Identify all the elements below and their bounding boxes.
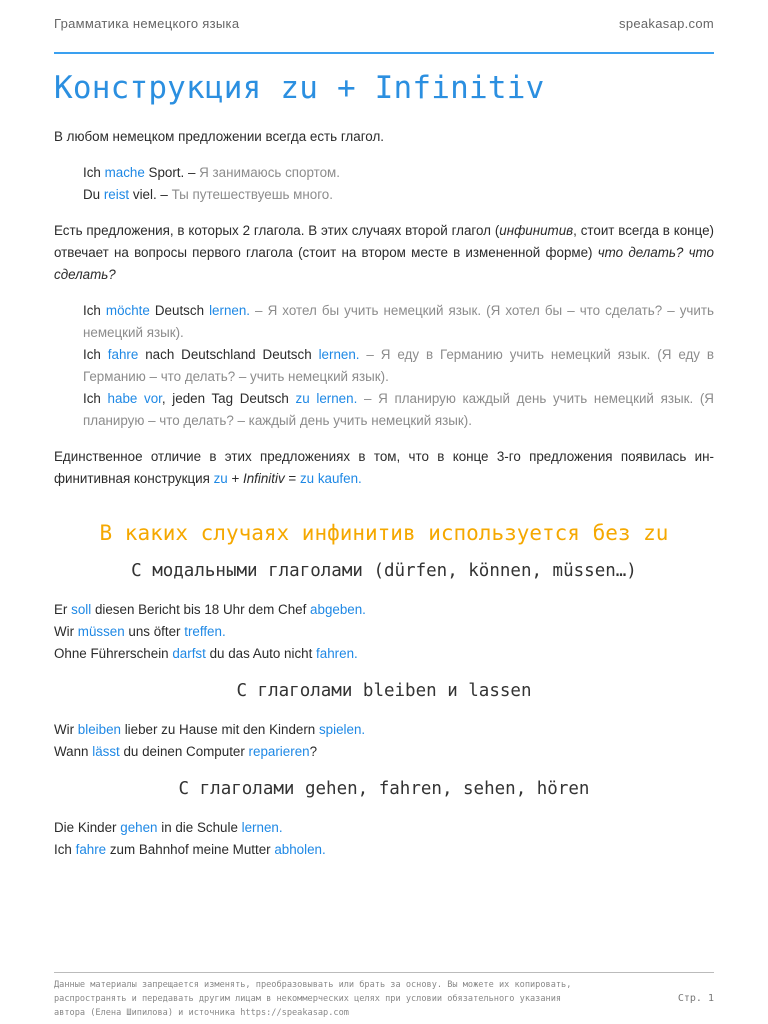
verb-highlight: treffen. [184,624,226,639]
translation: Я еду в Германию учить немецкий язык. (Я еду в Германию – что делать? – учить немецкий язык). [83,347,715,384]
page-footer [54,972,714,1020]
verb-highlight: lässt [92,744,120,759]
verb-highlight: fahre [107,347,139,362]
translation: Я хотел бы учить немецкий язык. (Я хотел бы – что сделать? – учить немецкий язык). [83,303,714,340]
example-sentence [54,599,714,621]
subsection-motion-perception [54,779,714,861]
translation: Я занимаюсь спортом. [199,165,340,180]
translation: Ты путешествуешь много. [171,187,333,202]
example-list [54,817,714,861]
sentence-fragment: du das Auto nicht [205,646,317,661]
infinitive-highlight: lernen. [318,347,360,362]
example-sentence [54,741,714,763]
section-title: В каких случаях инфинитив используется без zu [99,521,669,545]
verb-highlight: spielen. [318,722,366,737]
explanation-paragraph: Есть предложения, в которых 2 глагола. В этих случаях второй глагол (инфинитив, стоит всегда в конце) отвечает на вопросы первого глагола (стоит на втором месте в измененной форме) что делать? что сделать? [54,223,714,282]
verb-highlight: mache [104,165,145,180]
header-site-link[interactable]: speakasap.com [619,16,714,31]
verb-highlight: fahren. [316,646,358,661]
example-list [54,719,714,763]
verb-highlight: habe vor [107,391,162,406]
header-course-title: Грамматика немецкого языка [54,16,240,31]
page-number: Стр. 1 [677,993,714,1004]
verb-highlight: gehen [120,820,158,835]
example-sentence: Ich möchte Deutsch lernen. – Я хотел бы учить немецкий язык. (Я хотел бы – что сделать? – учить немецкий язык). [83,303,714,340]
sentence-fragment: Er [54,602,72,617]
example-sentence [54,817,714,839]
subsection-title: С модальными глаголами (dürfen, können, müssen…) [131,561,637,581]
sentence-fragment: Ich [54,842,76,857]
sentence-fragment: Wann [54,744,93,759]
verb-highlight: lernen. [241,820,283,835]
difference-paragraph: Единственное отличие в этих предложениях в том, что в конце 3-го предложения появилась инфинитивная конструкция zu + Infinitiv = zu kaufen. [54,449,714,486]
verb-highlight: reist [103,187,130,202]
example-sentence: Ich habe vor, jeden Tag Deutsch zu lernen. – Я планирую каждый день учить немецкий язык. (Я планирую – что делать? – каждый день учить немецкий язык). [83,391,714,428]
copyright-note: Данные материалы запрещается изменять, преобразовывать или брать за основу. Вы можете их копировать, распространять и передавать другим лицам в некоммерческих целях при условии обязательного указания автора (Елена Шипилова) и источника https://speakasap.com [54,980,572,1018]
translation: Я планирую каждый день учить немецкий язык. (Я планирую – что делать? – каждый день учить немецкий язык). [83,391,714,428]
sentence-fragment: uns öfter [124,624,185,639]
zu-highlight: zu [213,471,228,486]
verb-highlight: abgeben. [310,602,366,617]
page-header [54,16,714,54]
sentence-fragment: du deinen Computer [119,744,249,759]
result-highlight: zu kaufen. [299,471,362,486]
examples-simple [54,162,714,206]
sentence-fragment: lieber zu Hause mit den Kindern [120,722,319,737]
example-list [54,599,714,665]
infinitive-highlight: lernen. [209,303,251,318]
example-sentence: Ich mache Sport. – Я занимаюсь спортом. [83,165,340,180]
verb-highlight: müssen [77,624,125,639]
sentence-fragment: Wir [54,624,78,639]
example-sentence [54,839,714,861]
verb-highlight: fahre [75,842,107,857]
subsection-title: С глаголами gehen, fahren, sehen, hören [178,779,590,799]
examples-two-verbs [54,300,714,432]
sentence-fragment: in die Schule [157,820,242,835]
example-sentence: Ich fahre nach Deutschland Deutsch lernen. – Я еду в Германию учить немецкий язык. (Я еду в Германию – что делать? – учить немецкий язык). [83,347,715,384]
sentence-fragment: ? [309,744,318,759]
verb-highlight: darfst [172,646,206,661]
verb-highlight: reparieren [248,744,310,759]
example-sentence [54,621,714,643]
verb-highlight: abholen. [274,842,326,857]
verb-highlight: bleiben [77,722,121,737]
verb-highlight: möchte [105,303,150,318]
subsection-title: С глаголами bleiben и lassen [236,681,532,701]
verb-highlight: soll [71,602,92,617]
intro-paragraph: В любом немецком предложении всегда есть глагол. [54,129,384,144]
example-sentence: Du reist viel. – Ты путешествуешь много. [83,187,333,202]
main-content [54,70,714,877]
example-sentence [54,643,714,665]
page-title: Конструкция zu + Infinitiv [54,70,545,106]
sentence-fragment: Wir [54,722,78,737]
sentence-fragment: zum Bahnhof meine Mutter [106,842,275,857]
subsection-bleiben-lassen [54,681,714,763]
example-sentence [54,719,714,741]
sentence-fragment: Die Kinder [54,820,121,835]
subsection-modal-verbs [54,561,714,665]
infinitive-highlight: zu lernen. [295,391,358,406]
sentence-fragment: Ohne Führerschein [54,646,173,661]
sentence-fragment: diesen Bericht bis 18 Uhr dem Chef [91,602,311,617]
